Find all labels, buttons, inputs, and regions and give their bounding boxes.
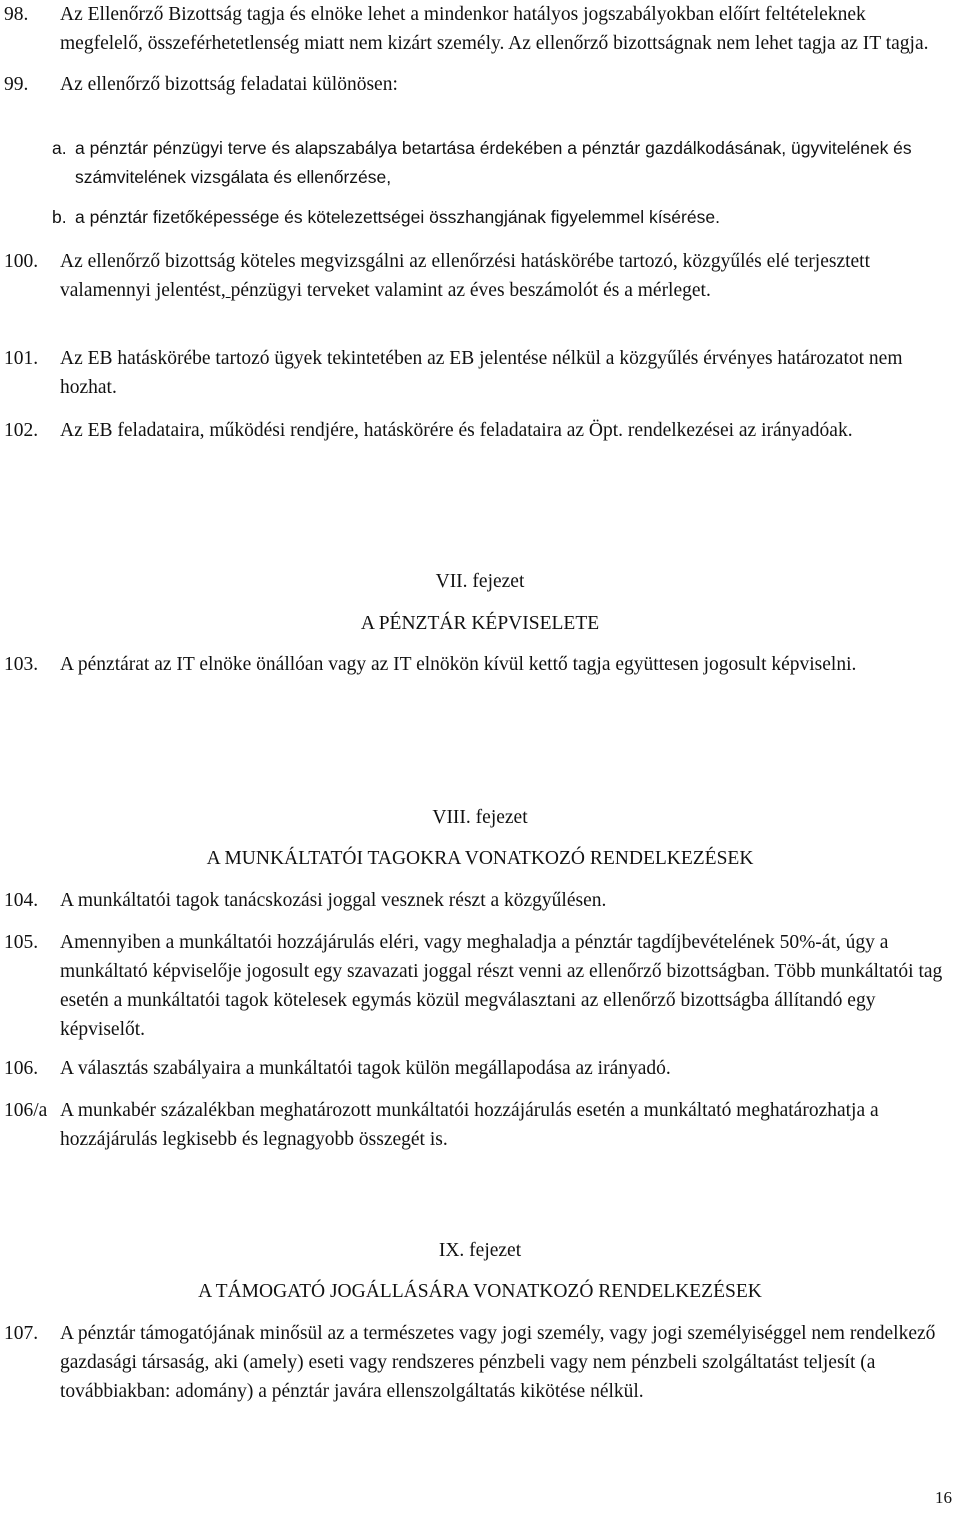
paragraph-text: A munkáltatói tagok tanácskozási joggal vesznek részt a közgyűlésen. bbox=[60, 890, 607, 911]
list-item-label: b. bbox=[52, 207, 67, 227]
chapter-ix-title: A TÁMOGATÓ JOGÁLLÁSÁRA VONATKOZÓ RENDELKEZÉSEK bbox=[198, 1281, 762, 1302]
chapter-viii-heading: VIII. fejezet bbox=[432, 807, 528, 828]
paragraph-100 bbox=[0, 247, 952, 305]
paragraph-106a bbox=[0, 1096, 952, 1154]
paragraph-99 bbox=[0, 70, 952, 99]
paragraph-103 bbox=[0, 650, 952, 679]
chapter-vii-heading: VII. fejezet bbox=[435, 571, 525, 592]
paragraph-101 bbox=[0, 344, 952, 402]
chapter-viii-title: A MUNKÁLTATÓI TAGOKRA VONATKOZÓ RENDELKEZÉSEK bbox=[206, 848, 754, 869]
paragraph-text bbox=[60, 247, 952, 305]
paragraph-text: Az ellenőrző bizottság feladatai különösen: bbox=[60, 74, 398, 95]
text-part: Az ellenőrző bizottság köteles megvizsgálni az ellenőrzési hatáskörébe tartozó, közgyűlés elé terjesztett valamennyi jelentést, bbox=[60, 251, 871, 301]
paragraph-number: 98. bbox=[4, 4, 29, 25]
chapter-ix-heading: IX. fejezet bbox=[438, 1240, 522, 1261]
paragraph-number: 106/a bbox=[4, 1100, 48, 1121]
paragraph-text: A választás szabályaira a munkáltatói tagok külön megállapodása az irányadó. bbox=[60, 1058, 671, 1079]
paragraph-number: 100. bbox=[4, 251, 39, 272]
paragraph-106 bbox=[0, 1054, 952, 1083]
list-item-b bbox=[0, 203, 952, 232]
paragraph-104 bbox=[0, 886, 952, 915]
chapter-vii-title: A PÉNZTÁR KÉPVISELETE bbox=[360, 613, 600, 634]
paragraph-number: 99. bbox=[4, 74, 29, 95]
list-item-label: a. bbox=[52, 138, 67, 158]
paragraph-number: 105. bbox=[4, 932, 39, 953]
text-part: pénzügyi terveket valamint az éves beszámolót és a mérleget. bbox=[230, 280, 711, 301]
paragraph-107 bbox=[0, 1319, 952, 1406]
paragraph-number: 102. bbox=[4, 420, 39, 441]
paragraph-text: Az Ellenőrző Bizottság tagja és elnöke lehet a mindenkor hatályos jogszabályokban előírt feltételeknek megfelelő, összeférhetetlenség miatt nem kizárt személy. Az ellenőrző bizottságnak nem lehet tagja az IT tagja. bbox=[60, 4, 929, 54]
paragraph-98 bbox=[0, 0, 952, 58]
list-item-text: a pénztár pénzügyi terve és alapszabálya betartása érdekében a pénztár gazdálkodásának, ügyvitelének és számvitelének vizsgálata és ellenőrzése, bbox=[75, 138, 912, 187]
paragraph-text: A pénztárat az IT elnöke önállóan vagy az IT elnökön kívül kettő tagja együttesen jogosult képviselni. bbox=[60, 654, 857, 675]
paragraph-105 bbox=[0, 928, 952, 1044]
list-item-text: a pénztár fizetőképessége és kötelezettségei összhangjának figyelemmel kísérése. bbox=[75, 207, 720, 227]
paragraph-text: A pénztár támogatójának minősül az a természetes vagy jogi személy, vagy jogi személyiséggel nem rendelkező gazdasági társaság, aki (amely) eseti vagy rendszeres pénzbeli vagy nem pénzbeli szolgáltatást teljesít (a továbbiakban: adomány) a pénztár javára ellenszolgáltatás kikötése nélkül. bbox=[60, 1323, 936, 1402]
paragraph-number: 107. bbox=[4, 1323, 39, 1344]
paragraph-number: 103. bbox=[4, 654, 39, 675]
list-item-a bbox=[0, 134, 952, 192]
page-number: 16 bbox=[935, 1488, 952, 1507]
paragraph-number: 106. bbox=[4, 1058, 39, 1079]
paragraph-text: A munkabér százalékban meghatározott munkáltatói hozzájárulás esetén a munkáltató meghatározhatja a hozzájárulás legkisebb és legnagyobb összegét is. bbox=[60, 1100, 879, 1150]
paragraph-text: Az EB feladataira, működési rendjére, hatáskörére és feladataira az Öpt. rendelkezései az irányadóak. bbox=[60, 420, 853, 441]
paragraph-text: Az EB hatáskörébe tartozó ügyek tekintetében az EB jelentése nélkül a közgyűlés érvényes határozatot nem hozhat. bbox=[60, 348, 903, 398]
paragraph-number: 104. bbox=[4, 890, 39, 911]
paragraph-number: 101. bbox=[4, 348, 39, 369]
paragraph-text: Amennyiben a munkáltatói hozzájárulás eléri, vagy meghaladja a pénztár tagdíjbevételének 50%-át, úgy a munkáltató képviselője jogosult egy szavazati joggal részt venni az ellenőrző bizottságban. Több munkáltatói tag esetén a munkáltatói tagok kötelesek egymás közül megválasztani az ellenőrző bizottságba állítandó egy képviselőt. bbox=[60, 932, 943, 1040]
paragraph-102 bbox=[0, 416, 952, 445]
